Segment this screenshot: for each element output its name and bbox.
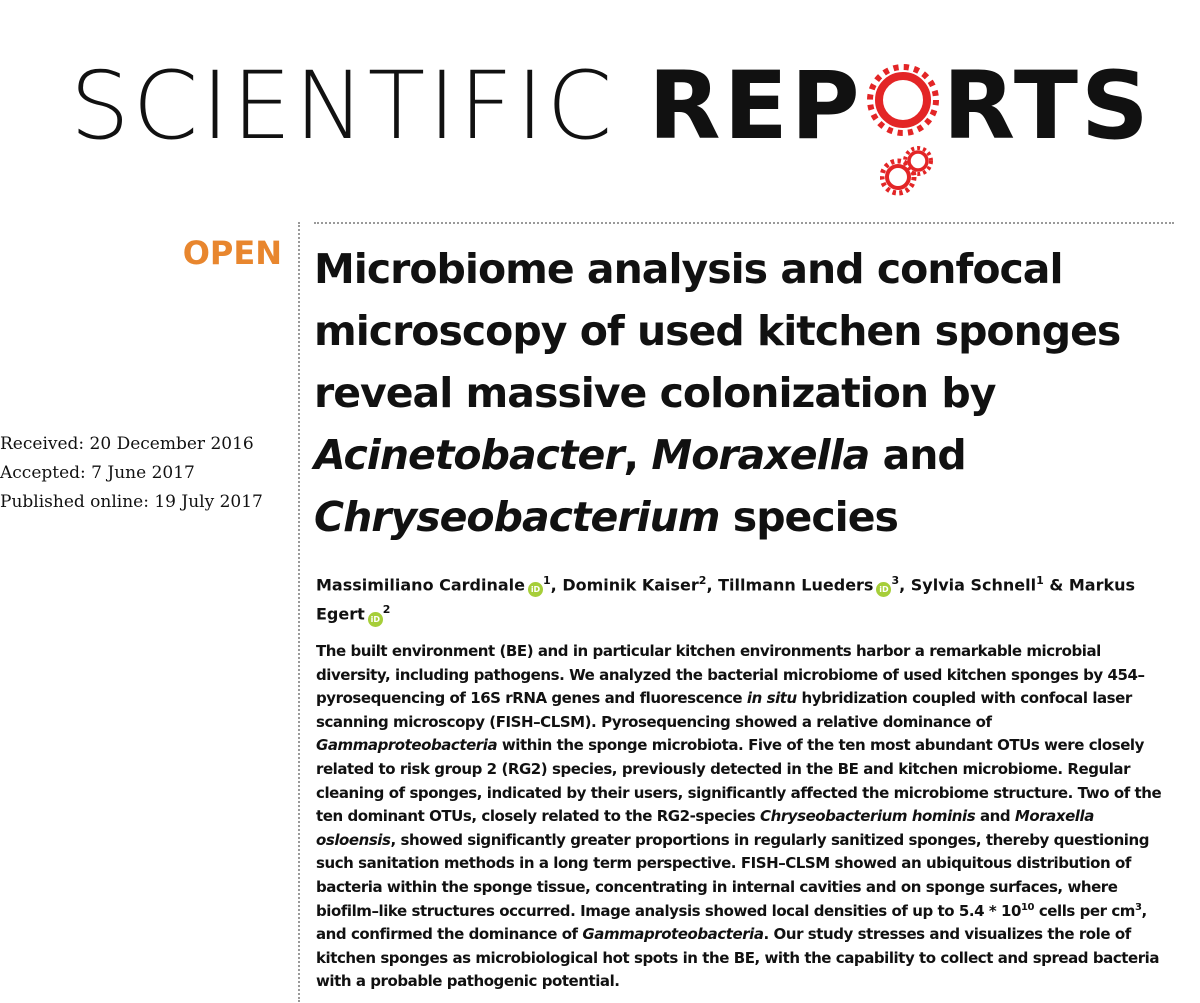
horizontal-dotted-rule <box>314 222 1174 224</box>
abstract-text: . Our study stresses and visualizes the role of kitchen sponges as microbiological hot spots in the BE, with the capability to collect and spread bacteria with a probable pathogenic potential. <box>316 925 1160 991</box>
article-title <box>314 238 1194 548</box>
received-date: Received: 20 December 2016 <box>0 434 254 454</box>
author-name[interactable]: Tillmann Lueders <box>718 575 874 595</box>
affiliation-number: 1 <box>543 574 551 587</box>
abstract <box>316 640 1176 994</box>
logo-word-rep: REP <box>648 52 863 161</box>
author-separator: , <box>706 575 719 595</box>
open-access-label: OPEN <box>182 234 282 272</box>
title-separator: , <box>623 431 652 479</box>
gear-icon <box>863 54 943 134</box>
article-dates <box>0 430 290 517</box>
abstract-text: The built environment (BE) and in particular kitchen environments harbor a remarkable microbial diversity, including pathogens. We analyzed the bacterial microbiome of used kitchen sponges by 454–pyrosequencing of 16S rRNA genes and fluorescence <box>316 642 1145 708</box>
journal-masthead <box>0 0 1200 205</box>
abstract-text: , and confirmed the dominance of <box>316 901 1147 944</box>
author-separator: , <box>899 575 911 595</box>
abstract-text: hybridization coupled with confocal laser scanning microscopy (FISH–CLSM). Pyrosequencing showed a relative dominance of <box>316 689 1132 731</box>
title-text-end: species <box>719 493 898 541</box>
title-genus-acinetobacter: Acinetobacter <box>314 431 624 479</box>
abstract-text: , showed significantly greater proportions in regularly sanitized sponges, thereby questioning such sanitation methods in a long term perspective. FISH–CLSM showed an ubiquitous distribution of bacteria within the sponge tissue, concentrating in internal cavities and on sponge surfaces, where biofilm–like structures occurred. Image analysis showed local densities of up to 5.4 * 10 <box>316 830 1150 920</box>
abstract-italic: Gammaproteobacteria <box>582 925 764 944</box>
title-genus-chryseobacterium: Chryseobacterium <box>314 493 720 541</box>
accepted-date: Accepted: 7 June 2017 <box>0 463 195 483</box>
orcid-icon[interactable]: iD <box>528 582 543 597</box>
affiliation-number: 1 <box>1036 574 1044 587</box>
orcid-icon[interactable]: iD <box>876 582 891 597</box>
abstract-superscript: 3 <box>1135 901 1142 913</box>
affiliation-number: 2 <box>382 603 391 617</box>
vertical-dotted-rule <box>298 222 300 1002</box>
abstract-italic: in situ <box>746 689 797 708</box>
title-separator: and <box>869 431 966 479</box>
author-name[interactable]: Massimiliano Cardinale <box>316 575 526 595</box>
author-separator: & <box>1043 575 1069 595</box>
abstract-text: within the sponge microbiota. Five of the ten most abundant OTUs were closely related to risk group 2 (RG2) species, previously detected in the BE and kitchen microbiome. Regular cleaning of sponges, indicated by their users, significantly affected the microbiome structure. Two of the ten dominant OTUs, closely related to the RG2-species <box>316 736 1162 826</box>
author-name[interactable]: Dominik Kaiser <box>562 575 699 595</box>
journal-logo <box>70 52 1152 162</box>
abstract-italic: Moraxella osloensis <box>316 807 1094 849</box>
author-list <box>316 568 1176 627</box>
affiliation-number: 3 <box>891 574 900 587</box>
author-name[interactable]: Sylvia Schnell <box>910 575 1037 595</box>
logo-word-scientific: SCIENTIFIC <box>70 52 616 161</box>
author-name[interactable]: Markus Egert <box>316 575 1136 624</box>
abstract-text: cells per cm <box>1034 901 1135 920</box>
affiliation-number: 2 <box>698 574 707 587</box>
abstract-italic: Chryseobacterium hominis <box>760 807 976 826</box>
abstract-italic: Gammaproteobacteria <box>316 736 498 755</box>
published-date: Published online: 19 July 2017 <box>0 492 263 512</box>
title-genus-moraxella: Moraxella <box>651 431 870 479</box>
abstract-superscript: 10 <box>1021 901 1035 913</box>
logo-word-rts: RTS <box>942 52 1152 161</box>
orcid-icon[interactable]: iD <box>368 612 383 627</box>
title-text: Microbiome analysis and confocal microscopy of used kitchen sponges reveal massive colonization by <box>314 245 1121 417</box>
author-separator: , <box>550 575 563 595</box>
abstract-text: and <box>975 807 1015 826</box>
small-gear-icon <box>880 143 944 203</box>
